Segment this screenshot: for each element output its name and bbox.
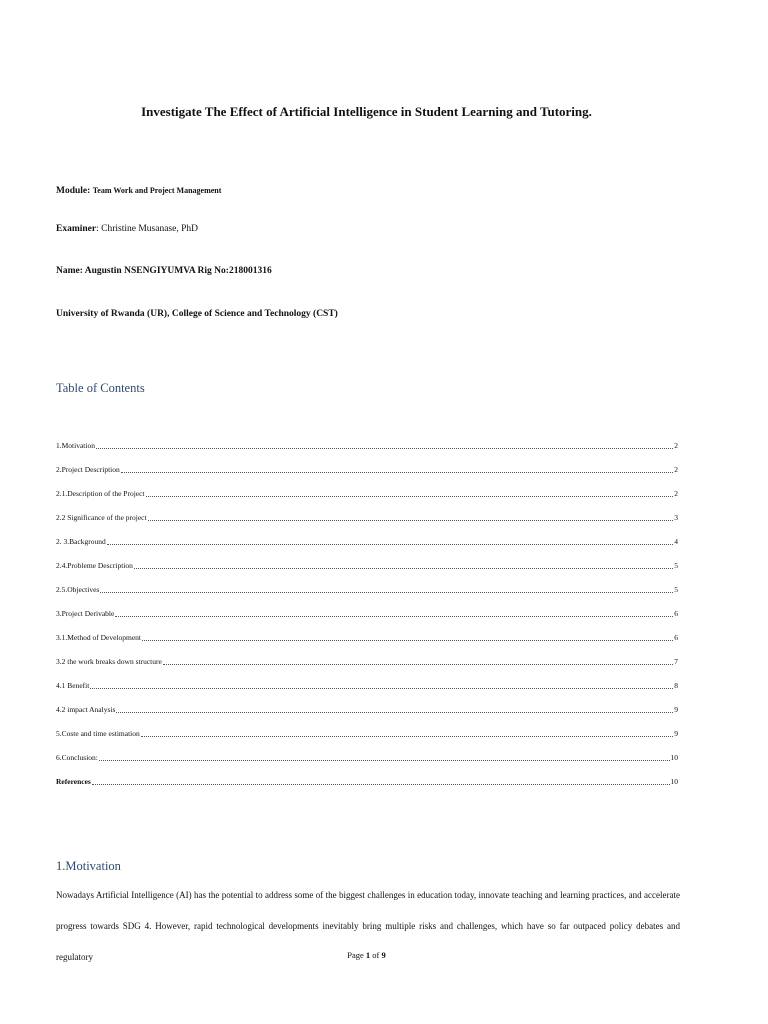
toc-leader-dots <box>146 495 674 497</box>
toc-entry-label: 2.5.Objectives <box>56 585 100 594</box>
toc-leader-dots <box>100 591 673 593</box>
page-footer <box>0 950 733 960</box>
footer-of-word: of <box>372 950 380 960</box>
toc-leader-dots <box>148 519 674 521</box>
toc-entry[interactable] <box>56 523 678 547</box>
toc-leader-dots <box>134 567 673 569</box>
toc-entry-page: 8 <box>674 681 678 690</box>
university-name: University of Rwanda (UR), College of Science and Technology (CST) <box>56 309 338 319</box>
module-line: Module: Team Work and Project Management <box>56 186 222 196</box>
toc-entry-page: 2 <box>674 489 678 498</box>
module-value: Team Work and Project Management <box>92 186 222 195</box>
toc-entry-label: 2.1.Description of the Project <box>56 489 145 498</box>
toc-leader-dots <box>96 447 673 449</box>
toc-entry-page: 2 <box>674 441 678 450</box>
toc-entry[interactable] <box>56 643 678 667</box>
toc-entry-label: 5.Coste and time estimation <box>56 729 140 738</box>
toc-entry-page: 9 <box>674 729 678 738</box>
toc-entry-label: 1.Motivation <box>56 441 95 450</box>
toc-entry-label: 3.Project Derivable <box>56 609 115 618</box>
toc-entry-page: 5 <box>674 585 678 594</box>
toc-entry-page: 9 <box>674 705 678 714</box>
toc-leader-dots <box>142 639 673 641</box>
paragraph-line: progress towards SDG 4. However, rapid technological developments inevitably bring multiple risks and challenges, which have so far outpaced policy debates and regulatory <box>56 921 680 962</box>
toc-entry-label: 3.2 the work breaks down structure <box>56 657 162 666</box>
toc-entry[interactable] <box>56 547 678 571</box>
toc-entry-label: 6.Conclusion: <box>56 753 98 762</box>
toc-entry-page: 10 <box>670 753 678 762</box>
toc-entry-page: 3 <box>674 513 678 522</box>
toc-entry-label: 2.Project Description <box>56 465 120 474</box>
toc-leader-dots <box>92 783 670 785</box>
toc-entry-page: 5 <box>674 561 678 570</box>
toc-entry-page: 6 <box>674 609 678 618</box>
toc-entry-label: 2.4.Probleme Description <box>56 561 133 570</box>
table-of-contents <box>56 427 678 787</box>
module-label: Module <box>56 186 88 196</box>
toc-leader-dots <box>99 759 670 761</box>
toc-entry[interactable] <box>56 475 678 499</box>
toc-entry[interactable] <box>56 763 678 787</box>
toc-entry[interactable] <box>56 691 678 715</box>
toc-entry-label: 2.2 Significance of the project <box>56 513 147 522</box>
footer-current-page: 1 <box>365 950 371 960</box>
toc-entry-label: 4.2 impact Analysis <box>56 705 116 714</box>
toc-entry-page: 10 <box>670 777 678 786</box>
toc-entry-page: 7 <box>674 657 678 666</box>
university-line <box>56 309 338 319</box>
toc-entry[interactable] <box>56 667 678 691</box>
toc-leader-dots <box>90 687 673 689</box>
toc-leader-dots <box>121 471 674 473</box>
toc-leader-dots <box>141 735 674 737</box>
toc-entry-label: 3.1.Method of Development <box>56 633 141 642</box>
paragraph-line: Nowadays Artificial Intelligence (AI) has the potential to address some of the biggest challenges in education today, innovate teaching and learning practices, and accelerate <box>56 890 680 900</box>
toc-entry[interactable] <box>56 715 678 739</box>
toc-leader-dots <box>163 663 673 665</box>
toc-entry[interactable] <box>56 619 678 643</box>
toc-entry[interactable] <box>56 739 678 763</box>
toc-entry[interactable] <box>56 571 678 595</box>
toc-entry-label: References <box>56 777 91 786</box>
toc-entry-label: 4.1 Benefit <box>56 681 90 690</box>
examiner-value: Christine Musanase, PhD <box>101 224 198 234</box>
toc-entry[interactable] <box>56 427 678 451</box>
toc-heading: Table of Contents <box>56 381 145 395</box>
toc-entry[interactable] <box>56 499 678 523</box>
section-heading-motivation: 1.Motivation <box>56 859 121 873</box>
toc-entry[interactable] <box>56 451 678 475</box>
toc-leader-dots <box>115 615 673 617</box>
toc-entry[interactable] <box>56 595 678 619</box>
toc-entry-page: 4 <box>674 537 678 546</box>
toc-leader-dots <box>107 543 673 545</box>
examiner-line: Examiner: Christine Musanase, PhD <box>56 224 198 234</box>
toc-entry-page: 2 <box>674 465 678 474</box>
student-name-line <box>56 266 272 276</box>
document-title: Investigate The Effect of Artificial Intelligence in Student Learning and Tutoring. <box>141 104 592 119</box>
toc-entry-label: 2. 3.Background <box>56 537 106 546</box>
student-name: Name: Augustin NSENGIYUMVA Rig No:218001316 <box>56 266 272 276</box>
footer-total-pages: 9 <box>381 950 386 960</box>
toc-leader-dots <box>116 711 673 713</box>
footer-page-word: Page <box>347 950 364 960</box>
examiner-label: Examiner <box>56 224 97 234</box>
toc-entry-page: 6 <box>674 633 678 642</box>
